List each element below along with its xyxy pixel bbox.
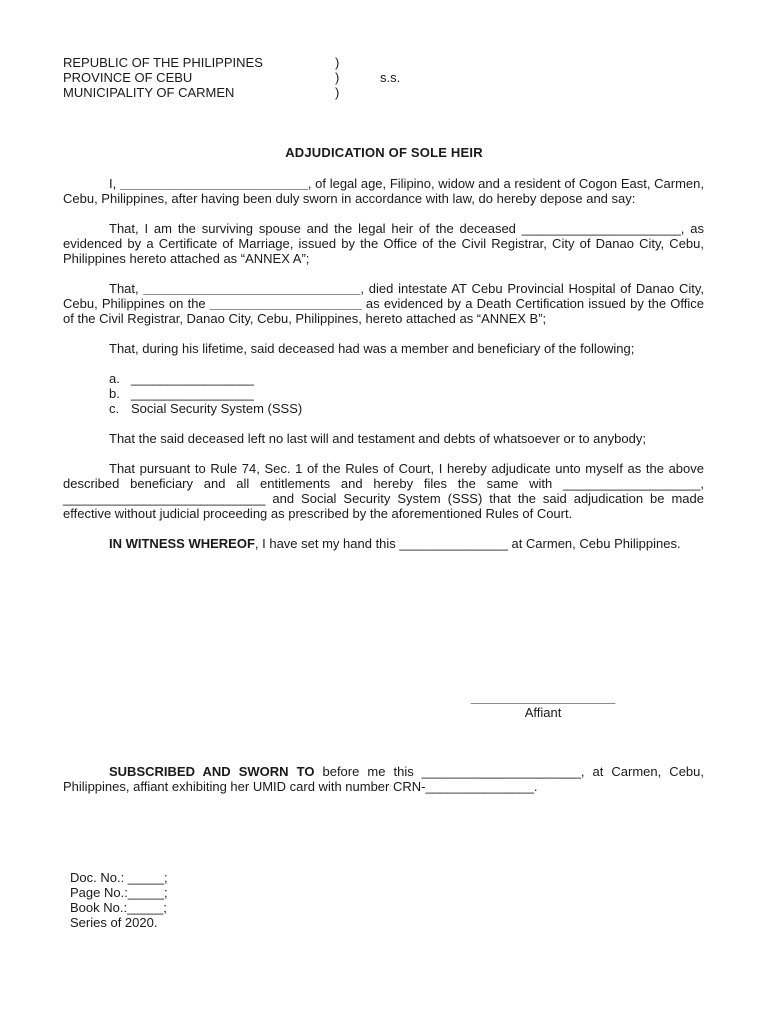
venue-line — [63, 85, 340, 100]
list-item-label: c. — [109, 401, 120, 416]
list-item-text: _________________ — [131, 371, 254, 386]
venue-line — [63, 70, 401, 85]
jurat-paragraph — [63, 764, 704, 794]
jurat-heading: SUBSCRIBED AND SWORN TO — [109, 764, 315, 779]
page-no: Page No.:_____; — [70, 885, 168, 900]
affiant-signature-block — [458, 690, 628, 720]
list-item — [109, 371, 704, 386]
venue-ss: s.s. — [380, 70, 401, 85]
venue-province: PROVINCE OF CEBU — [63, 70, 193, 85]
jurat-block — [63, 764, 704, 794]
paragraph-declarant — [63, 176, 704, 206]
death-date-blank: _____________________ — [209, 296, 362, 311]
venue-line — [63, 55, 340, 70]
list-item — [109, 386, 704, 401]
document-title: ADJUDICATION OF SOLE HEIR — [285, 145, 483, 160]
beneficiary-list — [63, 371, 704, 416]
declarant-name-blank: __________________________ — [119, 176, 308, 191]
venue-paren: ) — [335, 85, 340, 100]
notarial-register — [70, 870, 168, 930]
list-item-label: a. — [109, 371, 120, 386]
p1-end: , of legal age, Filipino, widow and a resident of Cogon East, Carmen, Cebu, Philippines, after having been duly sworn in accordance with law, do hereby depose and say: — [63, 176, 704, 206]
doc-no: Doc. No.: _____; — [70, 870, 168, 885]
paragraph-no-will: That the said deceased left no last will and testament and debts of whatsoever or to anybody; — [109, 431, 646, 446]
list-item — [109, 401, 704, 416]
list-item-label: b. — [109, 386, 120, 401]
paragraph-membership: That, during his lifetime, said deceased had was a member and beneficiary of the following; — [109, 341, 635, 356]
paragraph-adjudication: That pursuant to Rule 74, Sec. 1 of the Rules of Court, I hereby adjudicate unto myself as the above described beneficiary and all entitlements and hereby files the same with ___________________, ____________________________ and Social Security System (SSS) that the said adjudication be made effective without judicial proceeding as prescribed by the aforementioned Rules of Court. — [63, 461, 704, 521]
book-no: Book No.:_____; — [70, 900, 167, 915]
venue-paren: ) — [335, 55, 340, 70]
document-body — [63, 176, 704, 566]
series: Series of 2020. — [70, 915, 158, 930]
venue-paren: ) — [335, 70, 340, 85]
paragraph-spouse: That, I am the surviving spouse and the legal heir of the deceased ______________________, as evidenced by a Certificate of Marriage, issued by the Office of the Civil Registrar, City of Danao City, Cebu, Philippines hereto attached as “ANNEX A”; — [63, 221, 704, 266]
venue-republic: REPUBLIC OF THE PHILIPPINES — [63, 55, 263, 70]
list-item-text: Social Security System (SSS) — [131, 401, 303, 416]
paragraph-witness — [63, 536, 704, 551]
witness-text: , I have set my hand this _______________ at Carmen, Cebu Philippines. — [254, 536, 681, 551]
affiant-label: Affiant — [524, 705, 562, 720]
p3-mid: , died intestate AT Cebu Provincial Hospital of Danao City, Cebu, Philippines on the — [63, 281, 704, 311]
jurat-text: before me this ______________________, at Carmen, Cebu, Philippines, affiant exhibiting her UMID card with number CRN-_______________. — [63, 764, 704, 794]
deceased-name-blank: ______________________________ — [143, 281, 361, 296]
paragraph-death — [63, 281, 704, 326]
list-item-text: _________________ — [131, 386, 254, 401]
p3-start: That, — [109, 281, 144, 296]
witness-heading: IN WITNESS WHEREOF — [109, 536, 255, 551]
p1-start: I, — [109, 176, 120, 191]
venue-municipality: MUNICIPALITY OF CARMEN — [63, 85, 235, 100]
affiant-signature-line: ____________________ — [470, 690, 616, 705]
venue-header — [63, 55, 401, 100]
p3-end: as evidenced by a Death Certification issued by the Office of the Civil Registrar, Danao City, Cebu, Philippines, hereto attached as “ANNEX B”; — [63, 296, 704, 326]
